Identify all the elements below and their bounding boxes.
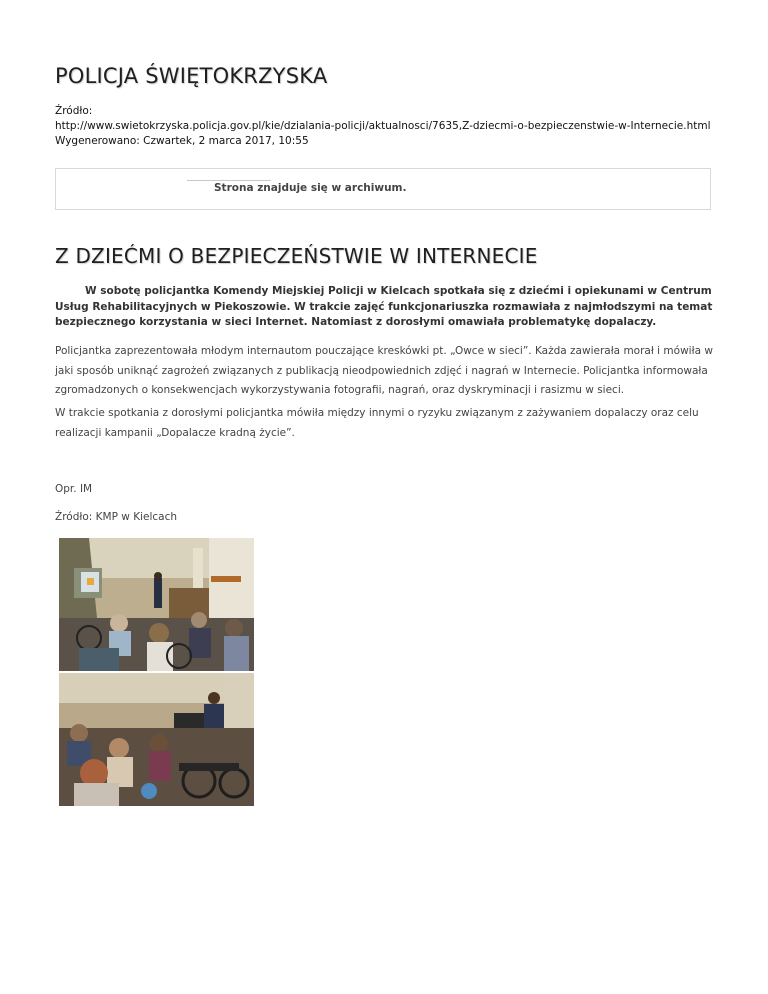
article-title: Z DZIEĆMI O BEZPIECZEŃSTWIE W INTERNECIE [55,244,538,268]
article-lead: W sobotę policjantka Komendy Miejskiej Policji w Kielcach spotkała się z dziećmi i opiekunami w Centrum Usług Rehabilitacyjnych w Piekoszowie. W trakcie zajęć funkcjonariuszka rozmawiała z najmłodszymi na temat bezpiecznego korzystania w sieci Internet. Natomiast z dorosłymi omawiała problematykę dopalaczy. [55,285,713,328]
site-title: POLICJA ŚWIĘTOKRZYSKA [55,64,328,88]
article-paragraph: W trakcie spotkania z dorosłymi policjantka mówiła między innymi o ryzyku związanym z zażywaniem dopalaczy oraz celu realizacji kampanii „Dopalacze kradną życie”. [55,407,699,439]
archive-notice: Strona znajduje się w archiwum. [214,182,407,194]
article-paragraph: Policjantka zaprezentowała młodym internautom pouczające kreskówki pt. „Owce w sieci”. Każda zawierała morał i mówiła w jaki sposób uniknąć zagrożeń związanych z publikacją nieodpowiednich zdjęć i nagrań w Internecie. Policjantka informowała zgromadzonych o konsekwencjach wykorzystywania fotografii, nagrań, oraz dyskryminacji i rasizmu w sieci. [55,345,713,396]
generated-date: Wygenerowano: Czwartek, 2 marca 2017, 10:55 [55,135,309,147]
article-photo-2[interactable] [59,673,254,806]
source-label: Źródło: [55,105,93,117]
archive-notice-box [55,168,711,210]
article-photo-1[interactable] [59,538,254,671]
article-source: Źródło: KMP w Kielcach [55,511,178,523]
article-author: Opr. IM [55,483,93,495]
archive-divider [187,180,271,181]
source-url[interactable]: http://www.swietokrzyska.policja.gov.pl/kie/dzialania-policji/aktualnosci/7635,Z-dziecmi-o-bezpieczenstwie-w-Internecie.html [55,120,711,132]
meta-info [55,104,711,149]
